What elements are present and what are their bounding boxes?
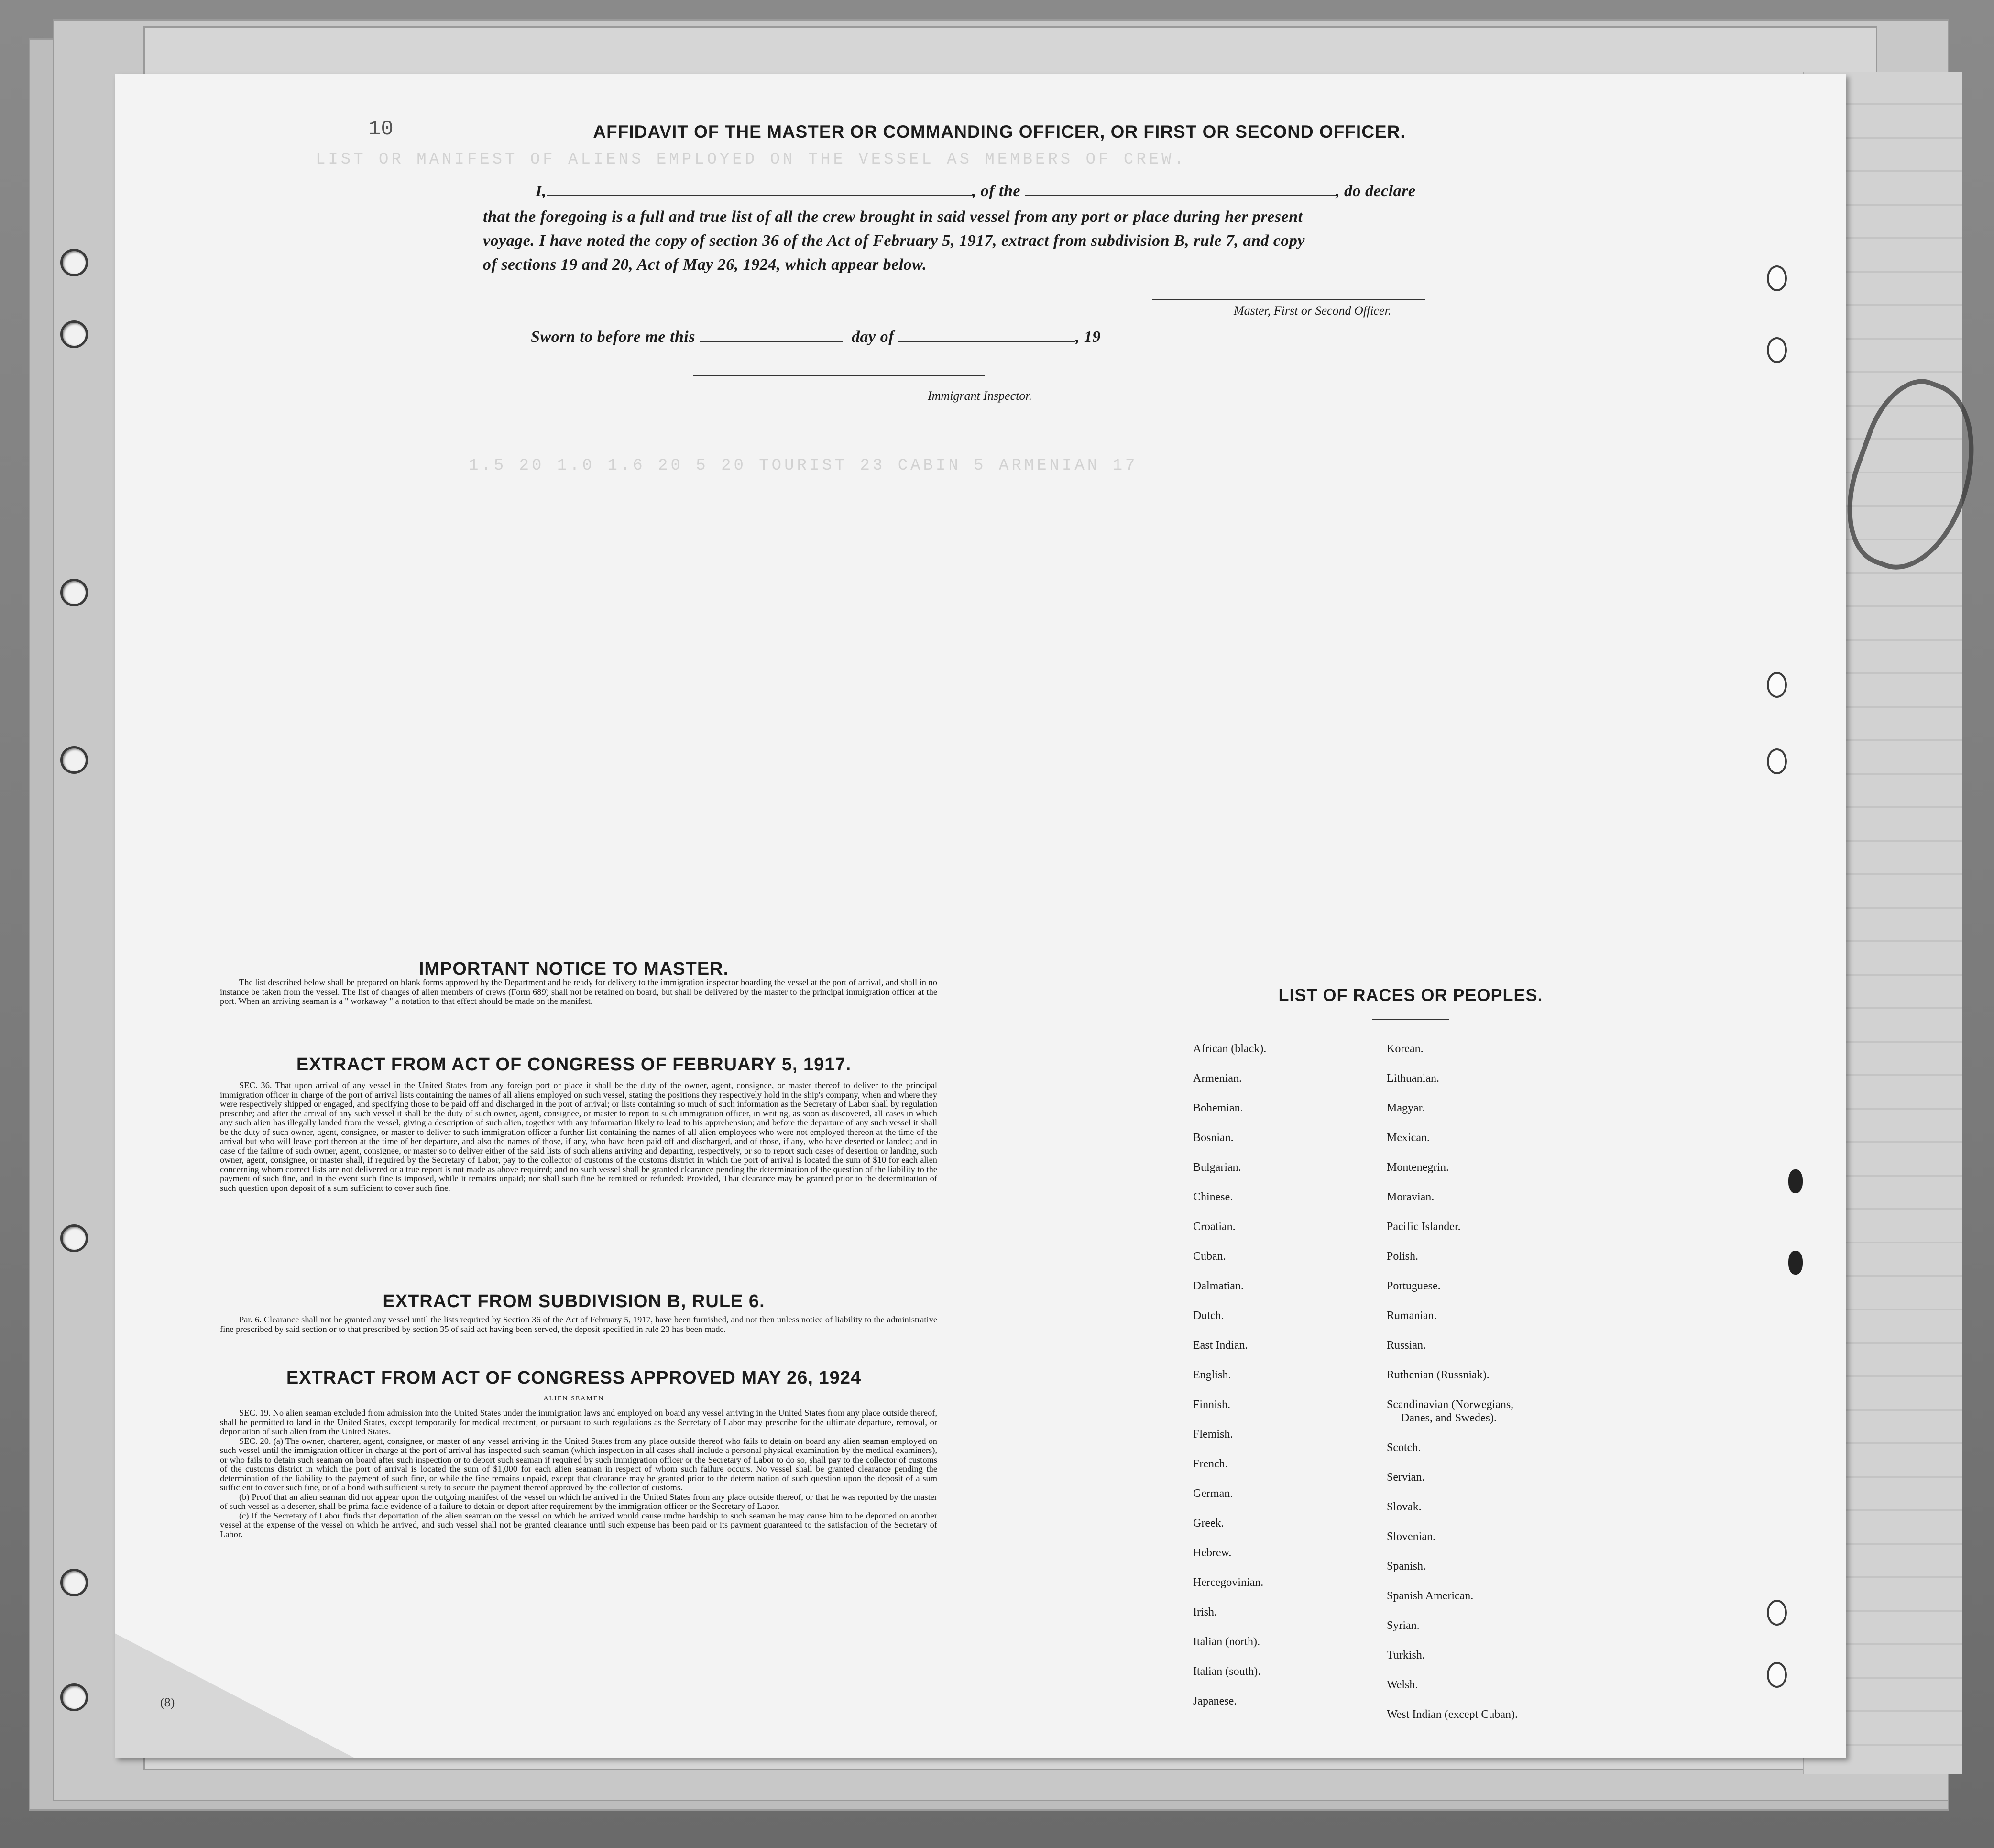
rule-6-title: EXTRACT FROM SUBDIVISION B, RULE 6. bbox=[383, 1291, 765, 1311]
race-item: Mexican. bbox=[1387, 1132, 1430, 1144]
races-title: LIST OF RACES OR PEOPLES. bbox=[1278, 985, 1543, 1005]
race-item: Flemish. bbox=[1193, 1428, 1233, 1441]
race-item: English. bbox=[1193, 1369, 1231, 1381]
race-item: Portuguese. bbox=[1387, 1280, 1441, 1292]
race-item: Greek. bbox=[1193, 1517, 1224, 1529]
bleed-through-text: 1.5 20 1.0 1.6 20 5 20 TOURIST 23 CABIN 5 ARMENIAN 17 bbox=[469, 457, 1138, 475]
inspector-signature-line bbox=[693, 375, 985, 376]
binder-hole bbox=[60, 1683, 88, 1711]
race-item: Spanish. bbox=[1387, 1560, 1426, 1573]
binder-hole bbox=[60, 320, 88, 348]
section-20b-paragraph: (b) Proof that an alien seaman did not appear upon the outgoing manifest of the vessel on which he arrived in the United States from any place outside thereof, or that he was reported by the master of such vessel as a deserter, shall be prima facie evidence of a failure to detain or deport after requirement by the immigration officer or the Secretary of Labor. bbox=[220, 1492, 937, 1511]
race-item: Cuban. bbox=[1193, 1250, 1226, 1263]
extract-1917-title: EXTRACT FROM ACT OF CONGRESS OF FEBRUARY 5, 1917. bbox=[296, 1055, 852, 1075]
race-item: Welsh. bbox=[1387, 1679, 1418, 1691]
race-item: Scandinavian (Norwegians, bbox=[1387, 1398, 1514, 1411]
affidavit-text-line: that the foregoing is a full and true list of all the crew brought in said vessel from any port or place during her present bbox=[483, 208, 1303, 226]
notice-body bbox=[220, 978, 937, 1006]
affidavit-title: AFFIDAVIT OF THE MASTER OR COMMANDING OFFICER, OR FIRST OR SECOND OFFICER. bbox=[593, 122, 1406, 142]
race-item: West Indian (except Cuban). bbox=[1387, 1708, 1518, 1721]
section-20c-paragraph: (c) If the Secretary of Labor finds that deportation of the alien seaman on the vessel on which he arrived would cause undue hardship to such seaman he may cause him to be deported on another vessel at the expense of the vessel on which he arrived, and such vessel shall not be granted clearance until such expense has been paid or its payment guaranteed to the satisfaction of the Secretary of Labor. bbox=[220, 1510, 937, 1539]
race-item: Finnish. bbox=[1193, 1398, 1231, 1411]
sworn-line bbox=[531, 328, 1101, 346]
race-item: Lithuanian. bbox=[1387, 1072, 1439, 1085]
race-item: Italian (south). bbox=[1193, 1665, 1261, 1678]
race-item: German. bbox=[1193, 1487, 1233, 1500]
race-item: Polish. bbox=[1387, 1250, 1419, 1263]
manifest-sheet bbox=[115, 74, 1846, 1758]
day-of-text: day of bbox=[851, 328, 894, 346]
races-title-rule bbox=[1372, 1019, 1449, 1020]
race-item: Chinese. bbox=[1193, 1191, 1233, 1203]
race-item: East Indian. bbox=[1193, 1339, 1248, 1352]
alien-seamen-subtitle: ALIEN SEAMEN bbox=[543, 1395, 604, 1402]
punch-hole bbox=[1767, 672, 1787, 698]
bleed-through-text: LIST OR MANIFEST OF ALIENS EMPLOYED ON THE VESSEL AS MEMBERS OF CREW. bbox=[316, 151, 1187, 169]
race-item: Slovenian. bbox=[1387, 1530, 1435, 1543]
rule-6-paragraph: Par. 6. Clearance shall not be granted any vessel until the lists required by Section 36 of the Act of February 5, 1917, have been furnished, and not then unless notice of liability to the administrative fine prescribed by said section or to that prescribed by section 35 of said act having been served, the deposit specified in rule 23 has been made. bbox=[220, 1315, 937, 1334]
race-item: Rumanian. bbox=[1387, 1309, 1437, 1322]
notice-paragraph: The list described below shall be prepared on blank forms approved by the Department and be ready for delivery to the immigration inspector boarding the vessel at the port of arrival, and shall in no instance be taken from the vessel. The list of changes of alien members of crews (Form 689) shall not be retained on board, but shall be delivered by the master to the principal immigration officer at the port. When an arriving seaman is a " workaway " a notation to that effect should be made on the manifest. bbox=[220, 978, 937, 1006]
race-item: Hercegovinian. bbox=[1193, 1576, 1264, 1589]
sworn-text: Sworn to before me this bbox=[531, 328, 695, 346]
race-item: Russian. bbox=[1387, 1339, 1426, 1352]
race-item: Moravian. bbox=[1387, 1191, 1435, 1203]
race-item: Slovak. bbox=[1387, 1501, 1422, 1513]
extract-1924-title: EXTRACT FROM ACT OF CONGRESS APPROVED MAY 26, 1924 bbox=[286, 1368, 862, 1388]
race-item: Pacific Islander. bbox=[1387, 1221, 1461, 1233]
section-20a-paragraph: SEC. 20. (a) The owner, charterer, agent, consignee, or master of any vessel arriving in the United States from any place outside thereof who fails to detain on board any alien seaman employed on such vessel until the immigration officer in charge at the port of arrival has inspected such seaman (which inspection in all cases shall include a personal physical examination by the medical examiners), or who fails to detain such seaman on board after such inspection or to deport such seaman if required by such immigration officer or the Secretary of Labor to do so, shall pay to the collector of customs of the customs district in which the port of arrival is located the sum of $1,000 for each alien seaman in respect of whom such failure occurs. No vessel shall be granted clearance pending the determination of the liability to the payment of such fine, or while the fine remains unpaid, except that clearance may be granted prior to the determination of such question upon the deposit of a sum sufficient to cover such fine, or of a bond with sufficient surety to secure the payment thereof approved by the collector of customs. bbox=[220, 1436, 937, 1492]
race-item: Bohemian. bbox=[1193, 1102, 1243, 1114]
sworn-day-blank bbox=[700, 328, 843, 342]
inspector-signature-label: Immigrant Inspector. bbox=[928, 389, 1032, 403]
race-item: Danes, and Swedes). bbox=[1401, 1412, 1497, 1424]
binder-hole bbox=[60, 746, 88, 774]
race-item: Scotch. bbox=[1387, 1441, 1421, 1454]
section-36-paragraph: SEC. 36. That upon arrival of any vessel in the United States from any foreign port or place it shall be the duty of the owner, agent, consignee, or master thereof to deliver to the principal immigration officer in charge of the port of arrival lists containing the names of all aliens employed on such vessel, stating the positions they respectively hold in the ship's company, when and where they were respectively shipped or engaged, and specifying those to be paid off and discharged in the port of arrival; or lists containing so much of such information as the Secretary of Labor shall by regulation prescribe; and after the arrival of any such vessel it shall be the duty of such owner, agent, consignee, or master to report to such immigration officer, in writing, as soon as discovered, all cases in which any such alien has illegally landed from the vessel, giving a description of such alien, together with any information likely to lead to his apprehension; and before the departure of any such vessel it shall be the duty of such owner, agent, consignee, or master to deliver to such immigration officer a further list containing the names of all alien employees who were not employed thereon at the time of the arrival but who will leave port thereon at the time of her departure, and also the names of those, if any, who have been paid off and discharged, and of those, if any, who have deserted or landed; and in case of the failure of such owner, agent, consignee, or master so to deliver either of the said lists of such aliens arriving and departing, respectively, or so to report such cases of desertion or landing, such owner, agent, consignee, or master shall, if required by the Secretary of Labor, pay to the collector of customs of the customs district in which the port of arrival is located the sum of $10 for each alien concerning whom correct lists are not delivered or a true report is not made as above required; and no such vessel shall be granted clearance pending the determination of the question of the liability to the payment of such fine, and in the event such fine is imposed, while it remains unpaid; nor shall such fine be remitted or refunded: Provided, That clearance may be granted prior to the determination of such question upon deposit of a sum sufficient to cover such fine. bbox=[220, 1080, 937, 1193]
punch-hole bbox=[1767, 337, 1787, 363]
race-item: Ruthenian (Russniak). bbox=[1387, 1369, 1490, 1381]
race-item: Croatian. bbox=[1193, 1221, 1236, 1233]
affidavit-declaration-line bbox=[536, 182, 1415, 200]
year-text: , 19 bbox=[1075, 328, 1101, 346]
notice-title: IMPORTANT NOTICE TO MASTER. bbox=[418, 959, 729, 979]
race-item: Servian. bbox=[1387, 1471, 1425, 1484]
binder-hole bbox=[60, 249, 88, 276]
vessel-blank bbox=[1025, 182, 1336, 196]
race-item: French. bbox=[1193, 1458, 1228, 1470]
race-item: Dalmatian. bbox=[1193, 1280, 1244, 1292]
race-item: Bulgarian. bbox=[1193, 1161, 1241, 1174]
punch-hole bbox=[1767, 1600, 1787, 1626]
race-item: African (black). bbox=[1193, 1043, 1267, 1055]
extract-1924-body bbox=[220, 1408, 937, 1539]
punch-hole bbox=[1767, 748, 1787, 774]
master-signature-line bbox=[1152, 299, 1425, 300]
affidavit-of-the: , of the bbox=[972, 182, 1021, 200]
section-19-paragraph: SEC. 19. No alien seaman excluded from admission into the United States under the immigration laws and employed on board any vessel arriving in the United States from any place outside thereof, shall be permitted to land in the United States, except temporarily for medical treatment, or pursuant to such regulations as the Secretary of Labor may prescribe for the ultimate departure, removal, or deportation of such alien from the United States. bbox=[220, 1408, 937, 1436]
binder-hole bbox=[60, 1569, 88, 1596]
race-item: Dutch. bbox=[1193, 1309, 1224, 1322]
race-item: Italian (north). bbox=[1193, 1636, 1260, 1648]
race-item: Magyar. bbox=[1387, 1102, 1425, 1114]
race-item: Hebrew. bbox=[1193, 1547, 1232, 1559]
binder-hole bbox=[60, 579, 88, 606]
race-item: Irish. bbox=[1193, 1606, 1217, 1618]
affidavit-i: I, bbox=[536, 182, 547, 200]
binder-hole bbox=[60, 1224, 88, 1252]
margin-number: 10 bbox=[368, 117, 394, 141]
race-item: Spanish American. bbox=[1387, 1590, 1474, 1602]
race-item: Turkish. bbox=[1387, 1649, 1425, 1661]
race-item: Armenian. bbox=[1193, 1072, 1242, 1085]
punch-hole bbox=[1767, 265, 1787, 291]
master-signature-label: Master, First or Second Officer. bbox=[1234, 304, 1391, 318]
torn-punch-hole bbox=[1788, 1251, 1803, 1275]
sworn-month-blank bbox=[898, 328, 1075, 342]
race-item: Syrian. bbox=[1387, 1619, 1420, 1632]
race-item: Montenegrin. bbox=[1387, 1161, 1449, 1174]
affidavit-text-line: of sections 19 and 20, Act of May 26, 1924, which appear below. bbox=[483, 256, 927, 274]
affidavit-text-line: voyage. I have noted the copy of section 36 of the Act of February 5, 1917, extract from subdivision B, rule 7, and copy bbox=[483, 232, 1305, 250]
affidavit-do-declare: , do declare bbox=[1336, 182, 1416, 200]
margin-number: (8) bbox=[160, 1695, 175, 1709]
punch-hole bbox=[1767, 1662, 1787, 1688]
name-blank bbox=[547, 182, 972, 196]
race-item: Korean. bbox=[1387, 1043, 1424, 1055]
race-item: Bosnian. bbox=[1193, 1132, 1234, 1144]
rule-6-body bbox=[220, 1315, 937, 1334]
extract-1917-body bbox=[220, 1081, 937, 1193]
folded-corner bbox=[115, 1633, 354, 1758]
race-item: Japanese. bbox=[1193, 1695, 1237, 1707]
torn-punch-hole bbox=[1788, 1169, 1803, 1193]
